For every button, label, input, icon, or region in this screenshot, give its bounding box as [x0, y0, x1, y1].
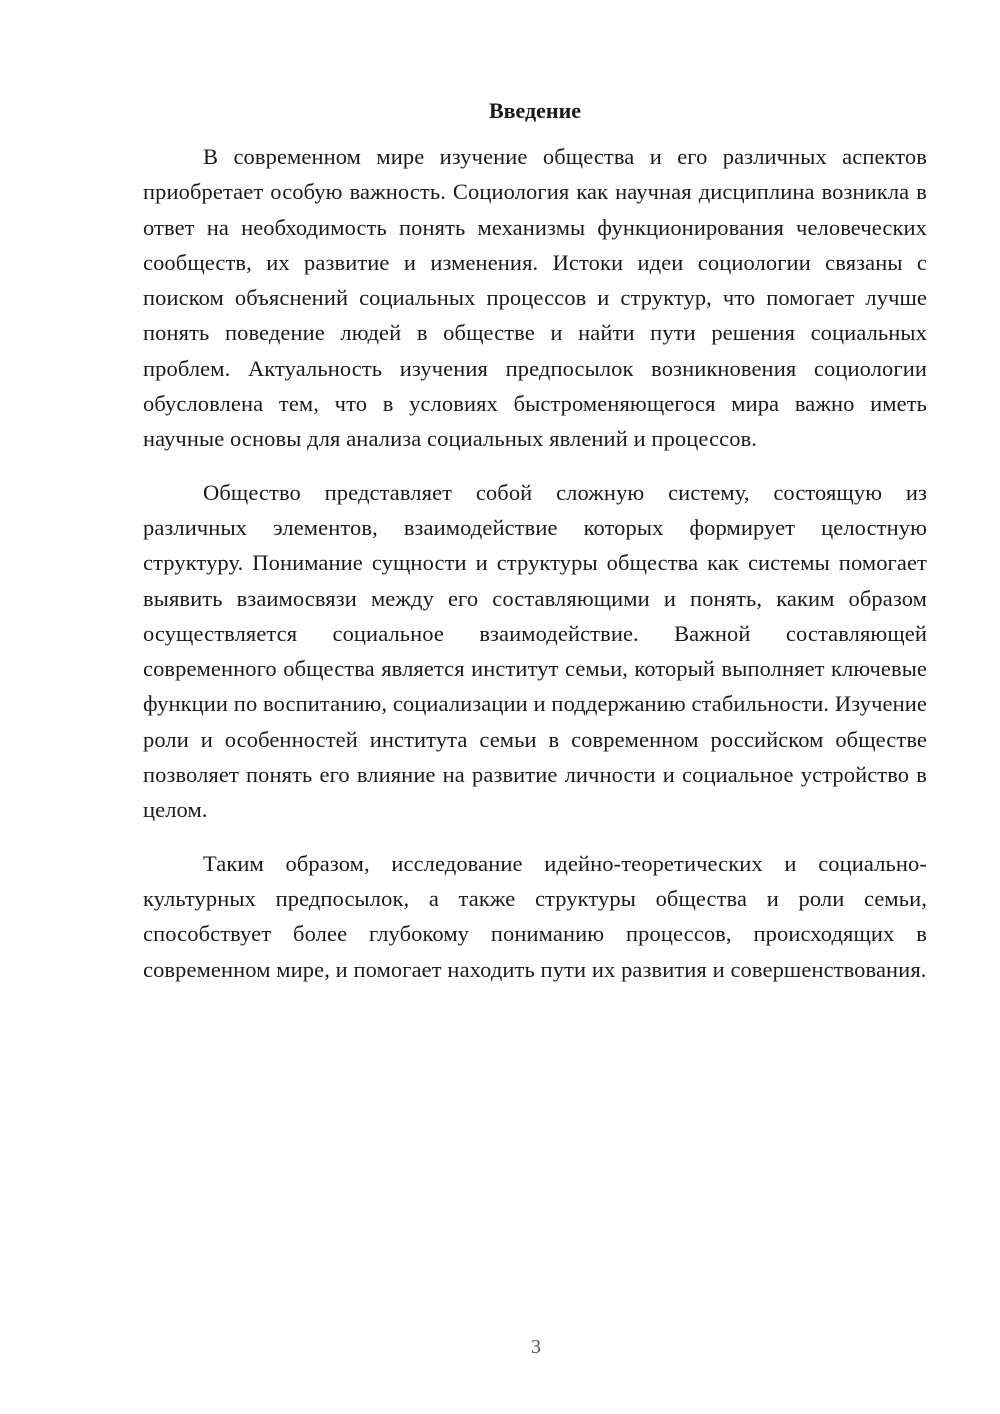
paragraph-intro: В современном мире изучение общества и его различных аспектов приобретает особую важность. Социология как научная дисциплина возникла в ответ на необходимость понять механизмы функционирования человеческих сообществ, их развитие и изменения. Истоки идеи социологии связаны с поиском объяснений социальных процессов и структур, что помогает лучше понять поведение людей в обществе и найти пути решения социальных проблем. Актуальность изучения предпосылок возникновения социологии обусловлена тем, что в условиях быстроменяющегося мира важно иметь научные основы для анализа социальных явлений и процессов. — [143, 144, 927, 452]
paragraph-society-system: Общество представляет собой сложную систему, состоящую из различных элементов, взаимодействие которых формирует целостную структуру. Понимание сущности и структуры общества как системы помогает выявить взаимосвязи между его составляющими и понять, каким образом осуществляется социальное взаимодействие. Важной составляющей современного общества является институт семьи, который выполняет ключевые функции по воспитанию, социализации и поддержанию стабильности. Изучение роли и особенностей института семьи в современном российском обществе позволяет понять его влияние на развитие личности и социальное устройство в целом. — [143, 479, 927, 823]
section-heading: Введение — [488, 98, 582, 123]
page-content — [143, 96, 927, 1005]
page-number: 3 — [531, 1336, 541, 1358]
paragraph-conclusion: Таким образом, исследование идейно-теоретических и социально-культурных предпосылок, а также структуры общества и роли семьи, способствует более глубокому пониманию процессов, происходящих в современном мире, и помогает находить пути их развития и совершенствования. — [143, 850, 927, 982]
